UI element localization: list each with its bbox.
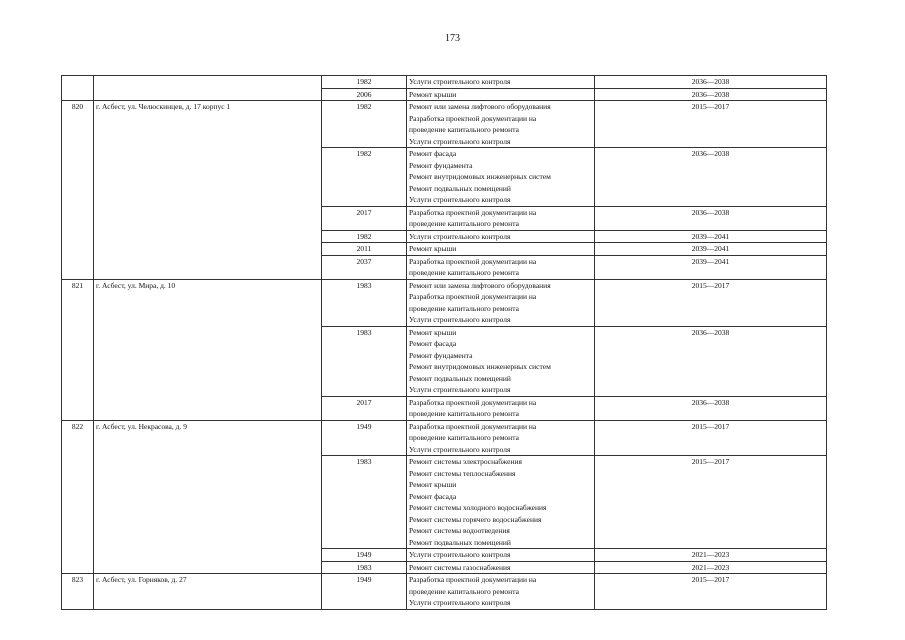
year-cell: 1983 [322, 326, 407, 396]
work-item: проведение капитального ремонта [409, 433, 519, 442]
year-cell: 1982 [322, 101, 407, 148]
work-item: проведение капитального ремонта [409, 125, 519, 134]
work-item: Ремонт фасада [409, 339, 457, 348]
work-item: Ремонт внутридомовых инженерных систем [409, 172, 551, 181]
object-address: г. Асбест, ул. Некрасова, д. 9 [94, 420, 322, 574]
table-row [62, 420, 827, 456]
work-item: Ремонт фундамента [409, 160, 473, 170]
period-cell: 2015—2017 [595, 101, 827, 148]
period-cell: 2039—2041 [595, 255, 827, 279]
period-cell: 2036—2038 [595, 206, 827, 230]
object-number: 822 [62, 420, 94, 574]
page-number: 173 [445, 33, 460, 44]
year-cell: 1982 [322, 230, 407, 243]
period-cell: 2015—2017 [595, 279, 827, 326]
work-item: Ремонт подвальных помещений [409, 183, 511, 193]
work-types-cell [407, 574, 595, 610]
work-item: Услуги строительного контроля [409, 231, 511, 241]
work-item: проведение капитального ремонта [409, 268, 519, 277]
work-item: Разработка проектной документации на [409, 292, 537, 301]
work-types-cell [407, 326, 595, 396]
work-item: Ремонт внутридомовых инженерных систем [409, 362, 551, 371]
work-types-cell [407, 230, 595, 243]
work-item: Разработка проектной документации на [409, 113, 537, 123]
period-cell: 2039—2041 [595, 243, 827, 256]
work-item: Ремонт системы газоснабжения [409, 562, 511, 572]
work-item: Ремонт крыши [409, 244, 457, 253]
work-item: Ремонт или замена лифтового оборудования [409, 280, 551, 290]
year-cell: 1983 [322, 561, 407, 574]
object-address: г. Асбест, ул. Горняков, д. 27 [94, 574, 322, 610]
object-address [94, 76, 322, 101]
year-cell: 1983 [322, 279, 407, 326]
work-item: Разработка проектной документации на [409, 575, 537, 584]
work-item: Услуги строительного контроля [409, 385, 511, 394]
year-cell: 2011 [322, 243, 407, 256]
year-cell: 2006 [322, 88, 407, 101]
object-number: 821 [62, 279, 94, 420]
period-cell: 2036—2038 [595, 148, 827, 207]
period-cell: 2039—2041 [595, 230, 827, 243]
period-cell: 2036—2038 [595, 326, 827, 396]
work-item: Разработка проектной документации на [409, 397, 537, 407]
work-types-cell [407, 255, 595, 279]
year-cell: 2017 [322, 396, 407, 420]
work-item: Услуги строительного контроля [409, 444, 511, 454]
work-item: Ремонт подвальных помещений [409, 537, 511, 547]
work-item: Ремонт крыши [409, 327, 457, 337]
work-item: Услуги строительного контроля [409, 598, 511, 607]
work-item: Ремонт крыши [409, 480, 457, 489]
period-cell: 2015—2017 [595, 456, 827, 549]
table-row [62, 76, 827, 89]
work-item: Ремонт фасада [409, 491, 457, 501]
period-cell: 2036—2038 [595, 396, 827, 420]
work-item: проведение капитального ремонта [409, 409, 519, 418]
work-types-cell [407, 456, 595, 549]
object-address: г. Асбест, ул. Челюскинцев, д. 17 корпус 1 [94, 101, 322, 280]
work-types-cell [407, 561, 595, 574]
work-types-cell [407, 101, 595, 148]
work-item: Услуги строительного контроля [409, 136, 511, 146]
table-row [62, 279, 827, 326]
work-item: Ремонт системы электроснабжения [409, 457, 522, 466]
work-types-cell [407, 88, 595, 101]
work-types-cell [407, 549, 595, 562]
work-item: проведение капитального ремонта [409, 586, 519, 596]
work-item: Разработка проектной документации на [409, 207, 537, 217]
work-item: проведение капитального ремонта [409, 303, 519, 313]
object-number: 823 [62, 574, 94, 610]
year-cell: 1949 [322, 549, 407, 562]
year-cell: 1982 [322, 148, 407, 207]
work-item: Ремонт системы горячего водоснабжения [409, 514, 542, 524]
work-item: Ремонт или замена лифтового оборудования [409, 102, 551, 111]
period-cell: 2015—2017 [595, 420, 827, 456]
work-item: Ремонт системы холодного водоснабжения [409, 503, 547, 512]
work-item: проведение капитального ремонта [409, 219, 519, 228]
work-types-cell [407, 279, 595, 326]
object-address: г. Асбест, ул. Мира, д. 10 [94, 279, 322, 420]
work-item: Ремонт крыши [409, 89, 457, 99]
object-number [62, 76, 94, 101]
work-item: Разработка проектной документации на [409, 421, 537, 431]
object-number: 820 [62, 101, 94, 280]
year-cell: 1949 [322, 574, 407, 610]
period-cell: 2036—2038 [595, 88, 827, 101]
work-item: Ремонт подвальных помещений [409, 373, 511, 383]
work-item: Ремонт системы теплоснабжения [409, 468, 516, 478]
period-cell: 2036—2038 [595, 76, 827, 89]
repair-schedule-table [61, 75, 827, 610]
table-body [62, 76, 827, 610]
work-item: Услуги строительного контроля [409, 550, 511, 559]
year-cell: 2017 [322, 206, 407, 230]
period-cell: 2021—2023 [595, 549, 827, 562]
work-types-cell [407, 206, 595, 230]
work-item: Услуги строительного контроля [409, 195, 511, 204]
work-item: Услуги строительного контроля [409, 315, 511, 324]
period-cell: 2015—2017 [595, 574, 827, 610]
work-item: Услуги строительного контроля [409, 77, 511, 86]
work-types-cell [407, 76, 595, 89]
work-item: Ремонт системы водоотведения [409, 526, 510, 535]
work-item: Ремонт фундамента [409, 350, 473, 360]
year-cell: 2037 [322, 255, 407, 279]
year-cell: 1949 [322, 420, 407, 456]
work-types-cell [407, 148, 595, 207]
table-row [62, 101, 827, 148]
period-cell: 2021—2023 [595, 561, 827, 574]
work-item: Разработка проектной документации на [409, 256, 537, 266]
work-types-cell [407, 396, 595, 420]
work-item: Ремонт фасада [409, 149, 457, 158]
work-types-cell [407, 243, 595, 256]
year-cell: 1983 [322, 456, 407, 549]
work-types-cell [407, 420, 595, 456]
year-cell: 1982 [322, 76, 407, 89]
table-row [62, 574, 827, 610]
